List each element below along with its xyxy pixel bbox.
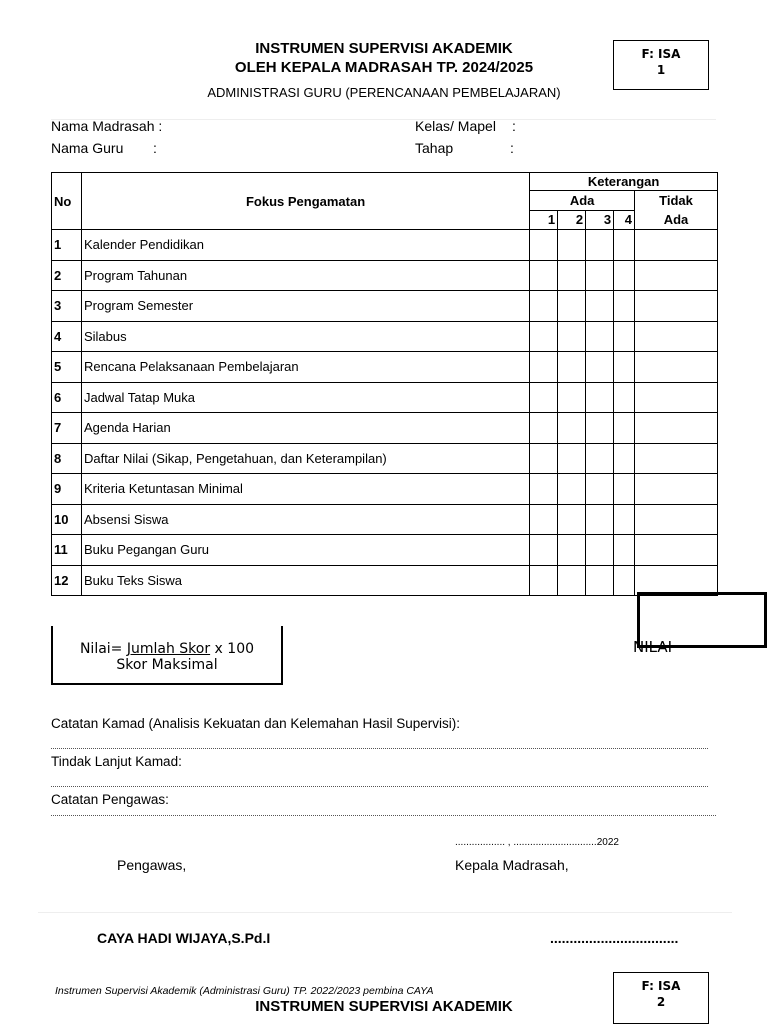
score-cell-1[interactable]	[530, 413, 558, 444]
row-fokus-item: Daftar Nilai (Sikap, Pengetahuan, dan Keterampilan)	[81, 443, 529, 474]
row-fokus-item: Buku Pegangan Guru	[81, 535, 529, 566]
score-cell-4[interactable]	[614, 565, 635, 596]
score-cell-2[interactable]	[558, 443, 586, 474]
score-cell-4[interactable]	[614, 230, 635, 261]
row-fokus-item: Program Tahunan	[81, 260, 529, 291]
score-cell-3[interactable]	[586, 321, 614, 352]
formula-denominator: Skor Maksimal	[116, 657, 218, 673]
score-cell-3[interactable]	[586, 565, 614, 596]
score-cell-4[interactable]	[614, 260, 635, 291]
header-ada: Ada	[530, 191, 635, 211]
form-code-label-2: F: ISA	[641, 979, 681, 993]
catatan-kamad-label: Catatan Kamad (Analisis Kekuatan dan Kelemahan Hasil Supervisi):	[51, 716, 460, 731]
score-cell-1[interactable]	[530, 504, 558, 535]
score-cell-4[interactable]	[614, 535, 635, 566]
score-cell-4[interactable]	[614, 291, 635, 322]
catatan-pengawas-dots	[51, 815, 716, 816]
tidak-ada-cell[interactable]	[635, 443, 718, 474]
tidak-ada-cell[interactable]	[635, 230, 718, 261]
catatan-pengawas-label: Catatan Pengawas:	[51, 792, 169, 807]
score-formula	[51, 629, 283, 685]
score-cell-2[interactable]	[558, 382, 586, 413]
tidak-ada-cell[interactable]	[635, 321, 718, 352]
nama-madrasah-label: Nama Madrasah :	[51, 118, 163, 134]
row-number: 4	[52, 321, 82, 352]
header-keterangan: Keterangan	[530, 173, 718, 191]
formula-numerator: Jumlah Skor	[126, 641, 211, 657]
header-score-4: 4	[614, 210, 635, 230]
score-cell-3[interactable]	[586, 413, 614, 444]
row-number: 8	[52, 443, 82, 474]
row-number: 7	[52, 413, 82, 444]
document-title-line2: OLEH KEPALA MADRASAH TP. 2024/2025	[234, 59, 534, 76]
score-cell-2[interactable]	[558, 535, 586, 566]
row-number: 11	[52, 535, 82, 566]
form-code-number-2: 2	[656, 995, 666, 1009]
catatan-kamad-dots	[51, 748, 708, 749]
row-fokus-item: Silabus	[81, 321, 529, 352]
score-cell-3[interactable]	[586, 260, 614, 291]
score-cell-1[interactable]	[530, 291, 558, 322]
row-fokus-item: Jadwal Tatap Muka	[81, 382, 529, 413]
score-cell-1[interactable]	[530, 260, 558, 291]
table-row	[52, 413, 718, 444]
table-row	[52, 565, 718, 596]
row-number: 12	[52, 565, 82, 596]
row-number: 2	[52, 260, 82, 291]
pengawas-label: Pengawas,	[117, 857, 187, 873]
score-cell-3[interactable]	[586, 382, 614, 413]
score-cell-1[interactable]	[530, 230, 558, 261]
score-cell-2[interactable]	[558, 230, 586, 261]
row-fokus-item: Absensi Siswa	[81, 504, 529, 535]
table-row	[52, 230, 718, 261]
kelas-mapel-label: Kelas/ Mapel	[415, 118, 496, 134]
row-number: 1	[52, 230, 82, 261]
score-cell-2[interactable]	[558, 474, 586, 505]
row-fokus-item: Kalender Pendidikan	[81, 230, 529, 261]
score-cell-4[interactable]	[614, 352, 635, 383]
kelas-mapel-colon: :	[512, 118, 516, 134]
score-cell-3[interactable]	[586, 291, 614, 322]
footer-caption: Instrumen Supervisi Akademik (Administrasi Guru) TP. 2022/2023 pembina CAYA	[55, 985, 434, 997]
table-row	[52, 352, 718, 383]
row-fokus-item: Buku Teks Siswa	[81, 565, 529, 596]
row-fokus-item: Agenda Harian	[81, 413, 529, 444]
table-row	[52, 291, 718, 322]
score-cell-2[interactable]	[558, 321, 586, 352]
table-row	[52, 474, 718, 505]
score-cell-1[interactable]	[530, 474, 558, 505]
next-page-title: INSTRUMEN SUPERVISI AKADEMIK	[255, 998, 513, 1015]
header-no: No	[52, 173, 82, 230]
score-cell-4[interactable]	[614, 413, 635, 444]
tahap-label: Tahap	[415, 140, 454, 156]
header-score-1: 1	[530, 210, 558, 230]
tidak-ada-cell[interactable]	[635, 474, 718, 505]
header-score-3: 3	[586, 210, 614, 230]
score-cell-1[interactable]	[530, 321, 558, 352]
nilai-label: NILAI	[633, 640, 673, 652]
signature-divider	[38, 912, 732, 913]
score-cell-4[interactable]	[614, 443, 635, 474]
table-row	[52, 535, 718, 566]
score-cell-2[interactable]	[558, 291, 586, 322]
header-tidak-text: Tidak	[659, 193, 693, 208]
tidak-ada-cell[interactable]	[635, 260, 718, 291]
header-fokus: Fokus Pengamatan	[81, 173, 529, 230]
score-cell-4[interactable]	[614, 321, 635, 352]
row-fokus-item: Kriteria Ketuntasan Minimal	[81, 474, 529, 505]
pengawas-name: CAYA HADI WIJAYA,S.Pd.I	[97, 930, 271, 946]
tidak-ada-cell[interactable]	[635, 565, 718, 596]
score-cell-1[interactable]	[530, 352, 558, 383]
score-cell-2[interactable]	[558, 565, 586, 596]
form-code-box-2	[613, 972, 709, 1024]
tidak-ada-cell[interactable]	[635, 352, 718, 383]
formula-prefix: Nilai=	[79, 641, 127, 657]
score-cell-1[interactable]	[530, 535, 558, 566]
score-cell-1[interactable]	[530, 565, 558, 596]
table-row	[52, 443, 718, 474]
row-number: 5	[52, 352, 82, 383]
score-cell-2[interactable]	[558, 352, 586, 383]
score-cell-3[interactable]	[586, 443, 614, 474]
table-row	[52, 382, 718, 413]
kepala-name-placeholder: .................................	[550, 930, 679, 946]
header-score-2: 2	[558, 210, 586, 230]
score-cell-4[interactable]	[614, 474, 635, 505]
tidak-ada-cell[interactable]	[635, 382, 718, 413]
form-code-box	[613, 40, 709, 90]
observation-table	[51, 172, 718, 596]
document-title: INSTRUMEN SUPERVISI AKADEMIK	[255, 40, 513, 57]
score-cell-3[interactable]	[586, 474, 614, 505]
formula-line	[53, 641, 281, 657]
score-cell-4[interactable]	[614, 382, 635, 413]
table-row	[52, 504, 718, 535]
score-cell-2[interactable]	[558, 260, 586, 291]
row-fokus-item: Rencana Pelaksanaan Pembelajaran	[81, 352, 529, 383]
tindak-lanjut-label: Tindak Lanjut Kamad:	[51, 754, 182, 769]
score-cell-3[interactable]	[586, 504, 614, 535]
header-tidak-ada	[635, 191, 718, 230]
row-number: 6	[52, 382, 82, 413]
score-cell-4[interactable]	[614, 504, 635, 535]
row-number: 10	[52, 504, 82, 535]
nama-guru-colon: :	[153, 140, 157, 156]
tindak-lanjut-dots	[51, 786, 708, 787]
kepala-madrasah-label: Kepala Madrasah,	[455, 857, 569, 873]
nama-guru-label: Nama Guru	[51, 140, 124, 156]
date-line: .................. , ..............................2022	[455, 837, 619, 848]
tahap-colon: :	[510, 140, 514, 156]
row-fokus-item: Program Semester	[81, 291, 529, 322]
score-cell-3[interactable]	[586, 535, 614, 566]
tidak-ada-cell[interactable]	[635, 291, 718, 322]
header-tidak-ada-text: Ada	[663, 212, 689, 227]
score-cell-2[interactable]	[558, 413, 586, 444]
row-number: 3	[52, 291, 82, 322]
form-code-label: F: ISA	[641, 47, 681, 61]
tidak-ada-cell[interactable]	[635, 535, 718, 566]
score-cell-1[interactable]	[530, 382, 558, 413]
formula-suffix: x 100	[210, 641, 255, 657]
table-row	[52, 260, 718, 291]
tidak-ada-cell[interactable]	[635, 413, 718, 444]
score-cell-2[interactable]	[558, 504, 586, 535]
score-cell-1[interactable]	[530, 443, 558, 474]
document-subtitle: ADMINISTRASI GURU (PERENCANAAN PEMBELAJARAN)	[207, 85, 561, 100]
tidak-ada-cell[interactable]	[635, 504, 718, 535]
table-row	[52, 321, 718, 352]
score-cell-3[interactable]	[586, 230, 614, 261]
score-cell-3[interactable]	[586, 352, 614, 383]
row-number: 9	[52, 474, 82, 505]
form-code-number: 1	[656, 63, 666, 77]
